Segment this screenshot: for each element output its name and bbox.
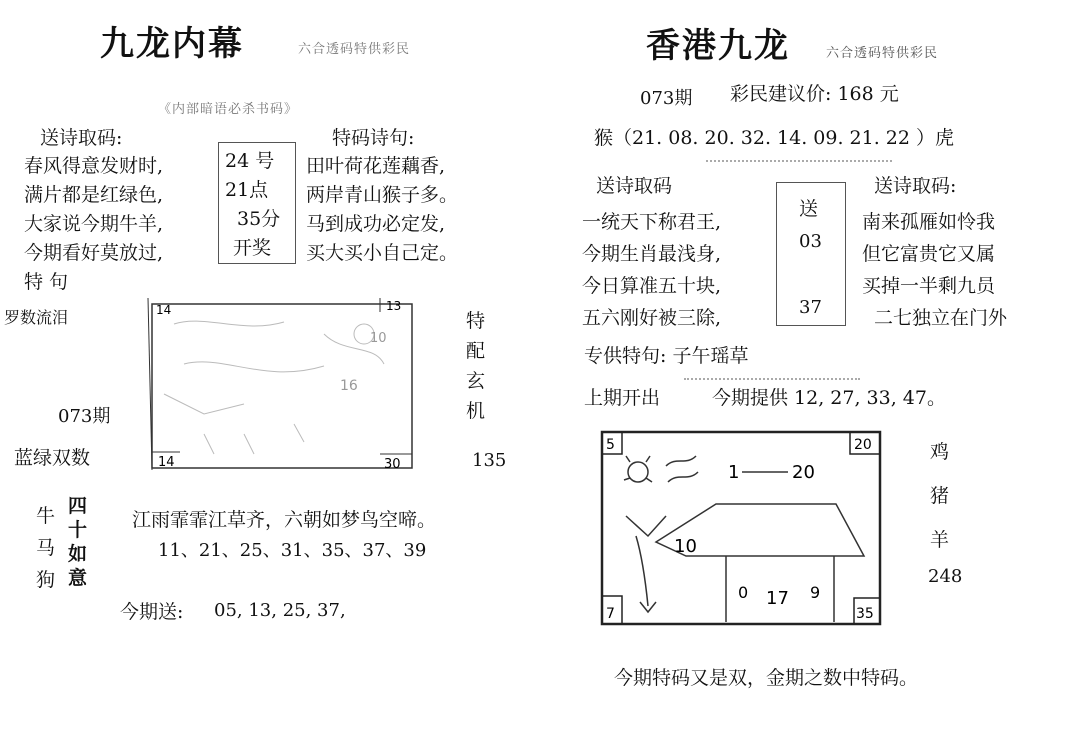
right-poem-label-left: 送诗取码: [596, 175, 673, 197]
right-title: 香港九龙: [646, 26, 790, 66]
sketch-number: 1: [728, 462, 740, 483]
left-special-text: 罗数流泪: [4, 308, 69, 327]
left-right-vertical: [466, 306, 485, 426]
left-poem-line: 满片都是红绿色,: [24, 184, 164, 206]
code-poem-line: 买大买小自己定。: [306, 242, 459, 264]
right-sketch: [596, 426, 890, 630]
idiom-char: 如: [68, 543, 88, 565]
send-box-label: 送: [799, 198, 819, 220]
right-poem-left: [582, 206, 721, 334]
left-send-numbers: 05, 13, 25, 37,: [214, 600, 346, 621]
left-color-hint: 蓝绿双数: [14, 447, 91, 469]
poem-line: 五六刚好被三除,: [582, 307, 722, 329]
sketch-number: 10: [674, 536, 697, 557]
sketch-corner-label: 20: [854, 437, 872, 453]
send-box-number: 03: [799, 231, 822, 252]
right-send-box: [776, 182, 846, 326]
left-special-label: 特 句: [24, 271, 69, 293]
draw-box-line: 21点: [225, 179, 269, 201]
left-title: 九龙内幕: [100, 24, 244, 64]
sketch-number: 9: [810, 583, 821, 602]
right-this-issue: 今期提供 12, 27, 33, 47。: [712, 387, 946, 409]
left-poem-line: 今期看好莫放过,: [24, 242, 164, 264]
send-box-number: 37: [799, 297, 822, 318]
right-special-phrase: 专供特句: 子午瑶草: [584, 345, 749, 367]
poem-line: 二七独立在门外: [874, 307, 1008, 329]
left-draw-time-box: [218, 142, 296, 264]
sketch-number: 0: [738, 583, 749, 602]
right-last-issue: 上期开出: [584, 387, 661, 409]
animal-char: 猪: [930, 485, 950, 507]
right-poem-label-right: 送诗取码:: [874, 175, 957, 197]
vertical-char: 玄: [466, 370, 486, 392]
left-subtitle: 六合透码特供彩民: [298, 42, 411, 57]
idiom-char: 意: [68, 567, 88, 589]
poem-line: 南来孤雁如怜我: [862, 211, 996, 233]
idiom-char: 四: [68, 495, 88, 517]
left-idiom: [68, 494, 87, 590]
sketch-number: 16: [340, 378, 358, 394]
poem-line: 今日算准五十块,: [582, 275, 722, 297]
sketch-corner-label: 35: [856, 606, 874, 622]
left-code-poem-label: 特码诗句:: [332, 127, 415, 149]
code-poem-line: 田叶荷花莲藕香,: [306, 155, 446, 177]
left-animals: [36, 500, 55, 596]
left-code-poem: [306, 152, 458, 268]
right-subtitle: 六合透码特供彩民: [826, 46, 939, 61]
divider: [706, 160, 892, 162]
left-poem: [24, 152, 163, 268]
draw-box-line: 开奖: [233, 237, 272, 259]
left-poem-label: 送诗取码:: [40, 127, 123, 149]
animal-char: 羊: [930, 529, 950, 551]
poem-line: 今期生肖最浅身,: [582, 243, 722, 265]
left-poem-line: 春风得意发财时,: [24, 155, 164, 177]
right-animal-number: 248: [928, 566, 963, 587]
code-poem-line: 两岸青山猴子多。: [306, 184, 459, 206]
poem-line: 一统天下称君王,: [582, 211, 722, 233]
sketch-corner-label: 5: [606, 437, 615, 453]
sketch-number: 10: [370, 331, 387, 346]
left-verse-numbers: 11、21、25、31、35、37、39: [158, 540, 427, 561]
sketch-corner-label: 14: [156, 303, 172, 317]
left-poem-line: 大家说今期牛羊,: [24, 213, 164, 235]
right-monkey-line: 猴（21. 08. 20. 32. 14. 09. 21. 22 ）虎: [594, 127, 955, 149]
animal-char: 鸡: [930, 441, 950, 463]
right-price: 彩民建议价: 168 元: [730, 83, 899, 105]
vertical-char: 特: [466, 310, 486, 332]
sketch-corner-label: 7: [606, 606, 615, 622]
poem-line: 买掉一半剩九员: [862, 275, 996, 297]
sketch-corner-label: 30: [384, 457, 401, 472]
animal-char: 狗: [36, 569, 56, 591]
vertical-char: 配: [466, 340, 486, 362]
left-verse: 江雨霏霏江草齐，六朝如梦鸟空啼。: [132, 509, 437, 531]
right-poem-right: [862, 206, 1007, 334]
divider: [684, 378, 860, 380]
draw-box-line: 24 号: [225, 150, 275, 172]
left-right-number: 135: [472, 450, 507, 471]
poem-line: 但它富贵它又属: [862, 243, 996, 265]
idiom-char: 十: [68, 519, 88, 541]
animal-char: 马: [36, 537, 56, 559]
right-issue: 073期: [640, 88, 693, 109]
code-poem-line: 马到成功必定发,: [306, 213, 446, 235]
vertical-char: 机: [466, 400, 486, 422]
animal-char: 牛: [36, 505, 56, 527]
right-animals: [930, 430, 949, 562]
sketch-number: 20: [792, 462, 815, 483]
left-subtitle-secondary: 《内部暗语必杀书码》: [158, 102, 299, 117]
right-footer: 今期特码又是双，金期之数中特码。: [614, 667, 919, 689]
left-issue: 073期: [58, 406, 111, 427]
left-sketch: [144, 294, 424, 476]
sketch-number: 17: [766, 588, 789, 609]
sketch-corner-label: 13: [386, 299, 402, 313]
sketch-corner-label: 14: [158, 455, 175, 470]
draw-box-line: 35分: [237, 208, 281, 230]
left-send-label: 今期送:: [120, 601, 184, 623]
